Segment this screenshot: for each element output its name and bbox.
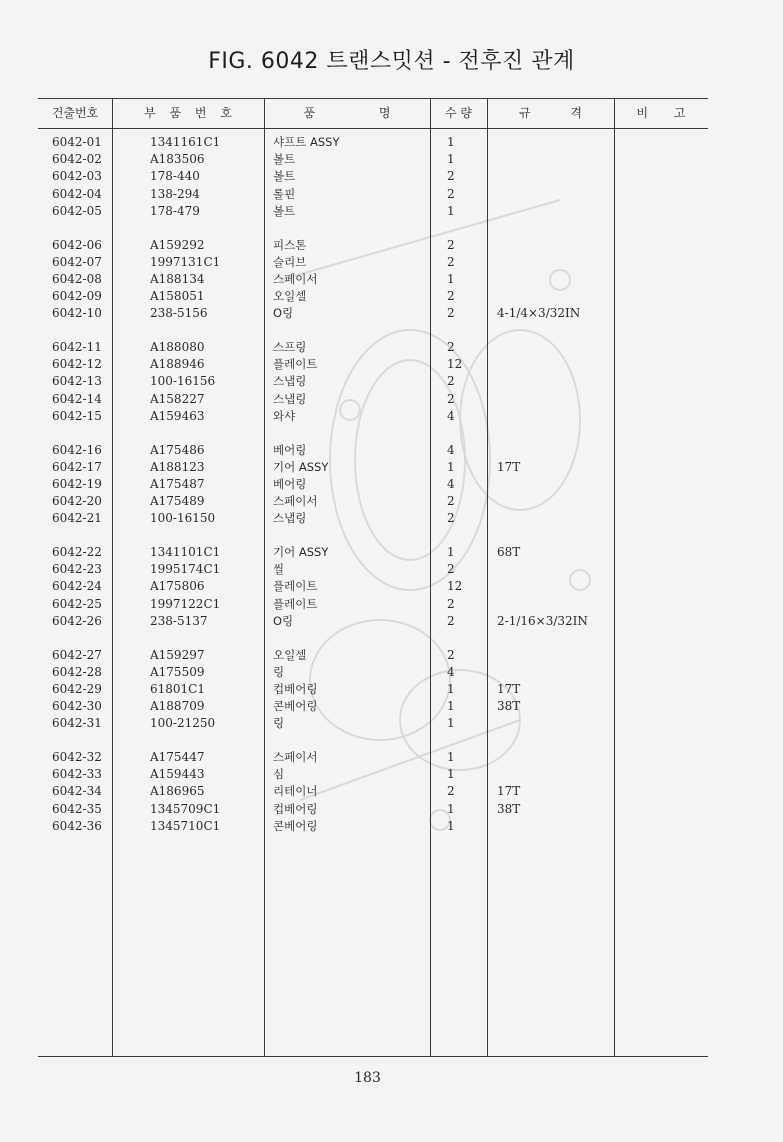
part-number-cell: A159297 — [150, 647, 205, 662]
part-name-cell: 스페이서 — [273, 271, 318, 286]
part-name-cell: 스페이서 — [273, 494, 318, 509]
quantity-cell: 4 — [447, 664, 455, 679]
quantity-cell: 4 — [447, 476, 455, 491]
part-code-cell: 6042-10 — [52, 306, 102, 321]
part-code-cell: 6042-16 — [52, 442, 102, 457]
quantity-cell: 2 — [447, 169, 455, 184]
quantity-cell: 12 — [447, 357, 463, 372]
quantity-cell: 2 — [447, 374, 455, 389]
quantity-cell: 1 — [447, 459, 455, 474]
part-name-cell: 씰 — [273, 562, 285, 577]
part-name-cell: 볼트 — [273, 203, 296, 218]
part-name-cell: 플레이트 — [273, 357, 318, 372]
part-code-cell: 6042-29 — [52, 681, 102, 696]
quantity-cell: 2 — [447, 237, 455, 252]
part-code-cell: 6042-30 — [52, 699, 102, 714]
part-name-cell: 링 — [273, 716, 285, 731]
quantity-cell: 1 — [447, 135, 455, 149]
part-number-cell: A188709 — [150, 699, 205, 714]
quantity-cell: 2 — [447, 306, 455, 321]
part-code-cell: 6042-19 — [52, 476, 102, 491]
part-code-cell: 6042-09 — [52, 289, 102, 304]
part-code-cell: 6042-11 — [52, 340, 102, 354]
part-number-cell: A159292 — [150, 237, 205, 252]
page-number: 183 — [354, 1070, 381, 1086]
spec-cell: 17T — [497, 681, 521, 696]
part-code-cell: 6042-24 — [52, 579, 102, 594]
quantity-cell: 2 — [447, 186, 455, 201]
header-code: 건출번호 — [51, 106, 99, 120]
part-name-cell: 볼트 — [273, 152, 296, 167]
part-number-cell: 1341161C1 — [150, 135, 221, 149]
part-number-cell: 1997122C1 — [150, 596, 221, 611]
column-divider — [614, 98, 615, 1056]
quantity-cell: 1 — [447, 152, 455, 167]
part-number-cell: A188946 — [150, 357, 205, 372]
header-remarks: 비 고 — [636, 106, 686, 120]
header-spec: 규 격 — [519, 106, 582, 120]
header-part-number: 부 품 번 호 — [144, 106, 232, 120]
part-name-cell: 플레이트 — [273, 596, 318, 611]
part-number-cell: A175509 — [150, 664, 205, 679]
part-number-cell: A188080 — [150, 340, 205, 354]
quantity-cell: 4 — [447, 408, 455, 423]
part-number-cell: A159443 — [150, 767, 205, 782]
quantity-cell: 1 — [447, 681, 455, 696]
part-number-cell: A158051 — [150, 289, 205, 304]
part-number-cell: 238-5156 — [150, 306, 208, 321]
part-number-cell: 138-294 — [150, 186, 200, 201]
part-number-cell: 61801C1 — [150, 681, 205, 696]
part-code-cell: 6042-15 — [52, 408, 102, 423]
quantity-cell: 2 — [447, 613, 455, 628]
part-number-cell: A188134 — [150, 271, 205, 286]
column-divider — [112, 98, 113, 1056]
part-code-cell: 6042-02 — [52, 152, 102, 167]
part-name-cell: 오일셀 — [273, 289, 307, 304]
part-number-cell: 238-5137 — [150, 613, 208, 628]
part-name-cell: 오일셀 — [273, 647, 307, 662]
part-number-cell: A186965 — [150, 784, 205, 799]
part-code-cell: 6042-31 — [52, 716, 102, 731]
part-code-cell: 6042-20 — [52, 494, 102, 509]
part-code-cell: 6042-35 — [52, 801, 102, 816]
part-name-cell: 피스톤 — [273, 237, 307, 252]
part-name-cell: 기어 ASSY — [273, 459, 329, 474]
spec-cell: 38T — [497, 801, 521, 816]
part-code-cell: 6042-21 — [52, 511, 102, 526]
part-name-cell: 샤프트 ASSY — [273, 135, 340, 149]
part-name-cell: 스냅링 — [273, 374, 307, 389]
header-part-name: 품 명 — [303, 106, 391, 120]
part-name-cell: 볼트 — [273, 169, 296, 184]
part-name-cell: 컵베어링 — [273, 681, 318, 696]
part-name-cell: 와샤 — [273, 408, 296, 423]
quantity-cell: 2 — [447, 254, 455, 269]
table-bottom-rule — [38, 1056, 708, 1057]
part-code-cell: 6042-13 — [52, 374, 102, 389]
part-code-cell: 6042-28 — [52, 664, 102, 679]
quantity-cell: 2 — [447, 511, 455, 526]
column-divider — [430, 98, 431, 1056]
quantity-cell: 1 — [447, 271, 455, 286]
quantity-cell: 2 — [447, 596, 455, 611]
part-code-cell: 6042-26 — [52, 613, 102, 628]
part-number-cell: 1341101C1 — [150, 545, 221, 559]
page-title: FIG. 6042 트랜스밋션 - 전후진 관계 — [208, 49, 575, 74]
part-name-cell: 베어링 — [273, 476, 307, 491]
part-code-cell: 6042-17 — [52, 459, 102, 474]
header-quantity: 수 량 — [445, 106, 472, 120]
part-name-cell: O링 — [273, 613, 294, 628]
part-number-cell: 1345709C1 — [150, 801, 221, 816]
part-name-cell: 링 — [273, 664, 285, 679]
spec-cell: 38T — [497, 699, 521, 714]
quantity-cell: 1 — [447, 750, 455, 764]
part-code-cell: 6042-32 — [52, 750, 102, 764]
part-name-cell: 플레이트 — [273, 579, 318, 594]
part-name-cell: 슬리브 — [273, 254, 307, 269]
part-code-cell: 6042-08 — [52, 271, 102, 286]
part-code-cell: 6042-07 — [52, 254, 102, 269]
spec-cell: 2-1/16×3/32IN — [497, 613, 588, 628]
quantity-cell: 1 — [447, 801, 455, 816]
spec-cell: 17T — [497, 459, 521, 474]
spec-cell: 4-1/4×3/32IN — [497, 306, 581, 321]
quantity-cell: 1 — [447, 716, 455, 731]
part-code-cell: 6042-04 — [52, 186, 102, 201]
part-number-cell: A175447 — [150, 750, 205, 764]
part-number-cell: 1995174C1 — [150, 562, 221, 577]
part-code-cell: 6042-33 — [52, 767, 102, 782]
spec-cell: 68T — [497, 545, 521, 559]
part-code-cell: 6042-25 — [52, 596, 102, 611]
part-number-cell: 1997131C1 — [150, 254, 221, 269]
part-name-cell: 심 — [273, 767, 285, 782]
part-number-cell: A183506 — [150, 152, 205, 167]
quantity-cell: 1 — [447, 699, 455, 714]
part-name-cell: 콘베어링 — [273, 818, 318, 833]
quantity-cell: 2 — [447, 647, 455, 662]
quantity-cell: 1 — [447, 545, 455, 559]
quantity-cell: 2 — [447, 494, 455, 509]
quantity-cell: 2 — [447, 289, 455, 304]
header-bottom-rule — [38, 128, 708, 129]
part-name-cell: 베어링 — [273, 442, 307, 457]
part-number-cell: A159463 — [150, 408, 205, 423]
part-number-cell: 100-16150 — [150, 511, 216, 526]
quantity-cell: 12 — [447, 579, 463, 594]
part-number-cell: 1345710C1 — [150, 818, 221, 833]
part-number-cell: A188123 — [150, 459, 205, 474]
quantity-cell: 2 — [447, 391, 455, 406]
quantity-cell: 1 — [447, 818, 455, 833]
part-name-cell: O링 — [273, 306, 294, 321]
spec-cell: 17T — [497, 784, 521, 799]
part-code-cell: 6042-12 — [52, 357, 102, 372]
header-top-rule — [38, 98, 708, 99]
part-name-cell: 스냅링 — [273, 391, 307, 406]
part-number-cell: A175806 — [150, 579, 205, 594]
part-name-cell: 컵베어링 — [273, 801, 318, 816]
part-number-cell: 178-479 — [150, 203, 200, 218]
part-code-cell: 6042-34 — [52, 784, 102, 799]
part-number-cell: A158227 — [150, 391, 205, 406]
part-code-cell: 6042-27 — [52, 647, 102, 662]
part-code-cell: 6042-22 — [52, 545, 102, 559]
part-number-cell: 100-16156 — [150, 374, 216, 389]
quantity-cell: 1 — [447, 203, 455, 218]
part-name-cell: 스프링 — [273, 340, 307, 354]
column-divider — [487, 98, 488, 1056]
part-number-cell: 178-440 — [150, 169, 200, 184]
quantity-cell: 2 — [447, 562, 455, 577]
part-code-cell: 6042-36 — [52, 818, 102, 833]
quantity-cell: 2 — [447, 784, 455, 799]
part-number-cell: A175489 — [150, 494, 205, 509]
part-number-cell: A175487 — [150, 476, 205, 491]
part-name-cell: 리테이너 — [273, 784, 318, 799]
quantity-cell: 1 — [447, 767, 455, 782]
part-name-cell: 롤핀 — [273, 186, 296, 201]
column-divider — [264, 98, 265, 1056]
part-name-cell: 스페이서 — [273, 750, 318, 764]
part-code-cell: 6042-23 — [52, 562, 102, 577]
part-number-cell: A175486 — [150, 442, 205, 457]
part-name-cell: 기어 ASSY — [273, 545, 329, 559]
part-code-cell: 6042-03 — [52, 169, 102, 184]
part-code-cell: 6042-01 — [52, 135, 102, 149]
quantity-cell: 4 — [447, 442, 455, 457]
quantity-cell: 2 — [447, 340, 455, 354]
part-code-cell: 6042-05 — [52, 203, 102, 218]
part-code-cell: 6042-14 — [52, 391, 102, 406]
part-name-cell: 콘베어링 — [273, 699, 318, 714]
part-name-cell: 스냅링 — [273, 511, 307, 526]
part-number-cell: 100-21250 — [150, 716, 216, 731]
part-code-cell: 6042-06 — [52, 237, 102, 252]
